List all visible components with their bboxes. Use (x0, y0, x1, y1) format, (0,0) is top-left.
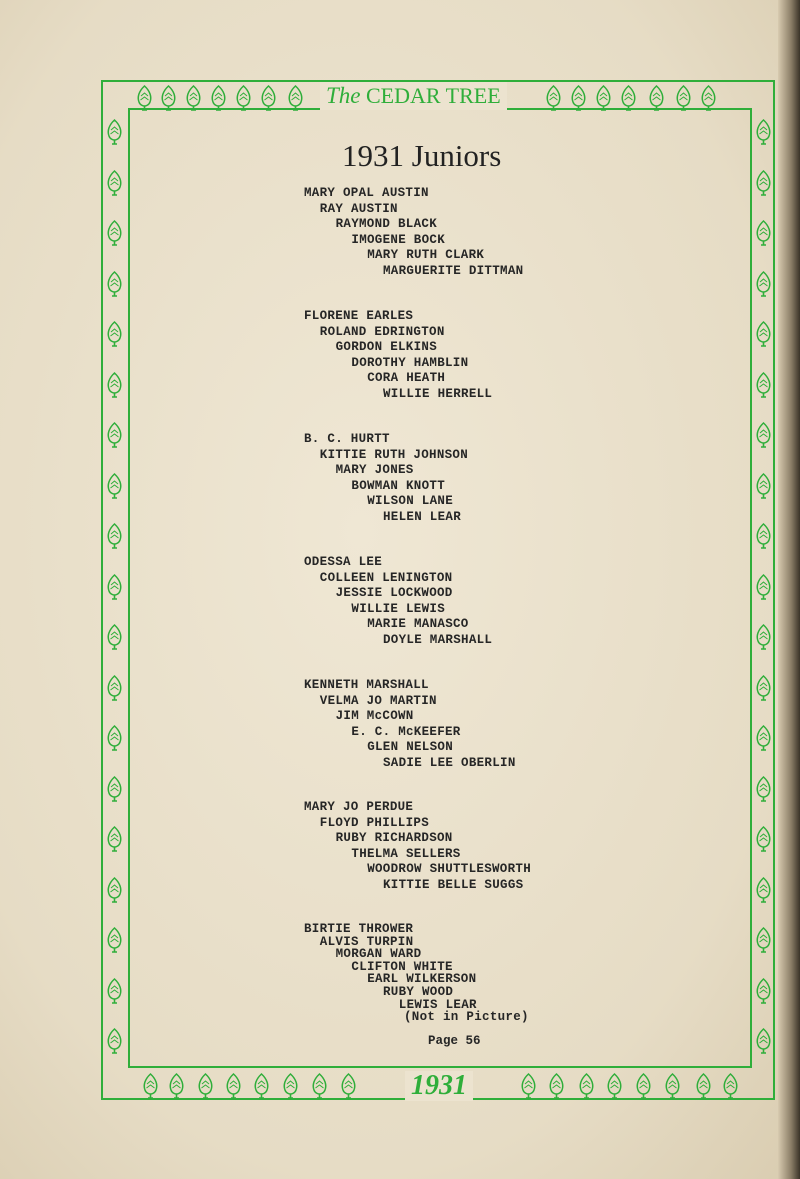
junior-name: RAYMOND BLACK (335, 217, 438, 231)
page-number: Page 56 (428, 1034, 481, 1048)
cedar-tree-icon (570, 84, 587, 112)
cedar-tree-icon (755, 118, 772, 146)
cedar-tree-icon (106, 674, 123, 702)
junior-name: JIM McCOWN (335, 709, 414, 723)
cedar-tree-icon (106, 472, 123, 500)
junior-name: JESSIE LOCKWOOD (335, 586, 453, 600)
cedar-tree-icon (106, 219, 123, 247)
junior-name: KITTIE BELLE SUGGS (383, 877, 524, 892)
book-binding-edge (778, 0, 800, 1179)
cedar-tree-icon (755, 472, 772, 500)
cedar-tree-icon (106, 421, 123, 449)
junior-name: CORA HEATH (367, 371, 446, 385)
junior-name: KENNETH MARSHALL (304, 678, 429, 692)
cedar-tree-icon (722, 1072, 739, 1100)
cedar-tree-icon (675, 84, 692, 112)
cedar-tree-icon (136, 84, 153, 112)
cedar-tree-icon (755, 674, 772, 702)
cedar-tree-icon (287, 84, 304, 112)
cedar-tree-icon (648, 84, 665, 112)
cedar-tree-icon (106, 825, 123, 853)
cedar-tree-icon (755, 421, 772, 449)
junior-name: DOROTHY HAMBLIN (351, 355, 469, 370)
cedar-tree-icon (282, 1072, 299, 1100)
cedar-tree-icon (106, 977, 123, 1005)
cedar-tree-icon (106, 118, 123, 146)
cedar-tree-icon (620, 84, 637, 112)
junior-name: MARY OPAL AUSTIN (304, 186, 429, 200)
cedar-tree-icon (595, 84, 612, 112)
page-title: 1931 Juniors (342, 138, 502, 173)
junior-name: MARY RUTH CLARK (367, 248, 485, 262)
cedar-tree-icon (185, 84, 202, 112)
cedar-tree-icon (210, 84, 227, 112)
header-title-prefix: The (326, 83, 361, 108)
junior-name: ODESSA LEE (304, 555, 383, 569)
junior-name: DOYLE MARSHALL (383, 632, 493, 647)
junior-name: BOWMAN KNOTT (351, 478, 446, 493)
cedar-tree-icon (235, 84, 252, 112)
cedar-tree-icon (548, 1072, 565, 1100)
cedar-tree-icon (106, 522, 123, 550)
junior-name: RAY AUSTIN (319, 201, 398, 216)
junior-name: MARY JO PERDUE (304, 800, 414, 814)
cedar-tree-icon (545, 84, 562, 112)
junior-name: SADIE LEE OBERLIN (383, 755, 516, 770)
cedar-tree-icon (755, 169, 772, 197)
cedar-tree-icon (755, 825, 772, 853)
cedar-tree-icon (578, 1072, 595, 1100)
junior-name: FLORENE EARLES (304, 309, 414, 323)
junior-name: RUBY WOOD (383, 985, 454, 999)
junior-name: COLLEEN LENINGTON (319, 570, 453, 585)
cedar-tree-icon (106, 320, 123, 348)
cedar-tree-icon (311, 1072, 328, 1100)
cedar-tree-icon (755, 320, 772, 348)
junior-name: MARY JONES (335, 463, 414, 477)
header-title-main: CEDAR TREE (366, 83, 501, 108)
junior-name: ALVIS TURPIN (319, 934, 414, 949)
cedar-tree-icon (755, 371, 772, 399)
cedar-tree-icon (755, 1027, 772, 1055)
junior-name: GLEN NELSON (367, 740, 454, 754)
cedar-tree-icon (106, 371, 123, 399)
junior-name: EARL WILKERSON (367, 972, 477, 987)
cedar-tree-icon (664, 1072, 681, 1100)
junior-name: HELEN LEAR (383, 509, 462, 524)
not-in-picture-note: (Not in Picture) (404, 1010, 529, 1025)
junior-name: RUBY RICHARDSON (335, 831, 453, 845)
cedar-tree-icon (340, 1072, 357, 1100)
junior-name: WILLIE LEWIS (351, 601, 446, 616)
cedar-tree-icon (260, 84, 277, 112)
cedar-tree-icon (755, 926, 772, 954)
cedar-tree-icon (755, 522, 772, 550)
junior-name: MARIE MANASCO (367, 617, 469, 631)
cedar-tree-icon (106, 270, 123, 298)
junior-name: VELMA JO MARTIN (319, 693, 437, 708)
junior-name: CLIFTON WHITE (351, 959, 453, 974)
cedar-tree-icon (755, 775, 772, 803)
junior-name: WILLIE HERRELL (383, 386, 493, 401)
junior-name: IMOGENE BOCK (351, 232, 446, 247)
cedar-tree-icon (520, 1072, 537, 1100)
cedar-tree-icon (106, 775, 123, 803)
cedar-tree-icon (755, 573, 772, 601)
header-title (320, 82, 507, 110)
cedar-tree-icon (755, 977, 772, 1005)
junior-name: WILSON LANE (367, 494, 454, 508)
cedar-tree-icon (695, 1072, 712, 1100)
junior-name: GORDON ELKINS (335, 340, 438, 354)
cedar-tree-icon (142, 1072, 159, 1100)
cedar-tree-icon (755, 623, 772, 651)
cedar-tree-icon (106, 623, 123, 651)
junior-name: KITTIE RUTH JOHNSON (319, 447, 469, 462)
junior-name: THELMA SELLERS (351, 846, 461, 861)
cedar-tree-icon (197, 1072, 214, 1100)
cedar-tree-icon (106, 1027, 123, 1055)
cedar-tree-icon (755, 219, 772, 247)
cedar-tree-icon (755, 876, 772, 904)
cedar-tree-icon (755, 270, 772, 298)
junior-name: MARGUERITE DITTMAN (383, 263, 524, 278)
junior-name: BIRTIE THROWER (304, 922, 414, 936)
junior-name: E. C. McKEEFER (351, 724, 461, 739)
cedar-tree-icon (755, 724, 772, 752)
cedar-tree-icon (168, 1072, 185, 1100)
cedar-tree-icon (106, 876, 123, 904)
footer-year: 1931 (405, 1071, 473, 1101)
cedar-tree-icon (253, 1072, 270, 1100)
junior-name: LEWIS LEAR (398, 997, 477, 1012)
cedar-tree-icon (606, 1072, 623, 1100)
junior-name: WOODROW SHUTTLESWORTH (367, 862, 532, 876)
cedar-tree-icon (225, 1072, 242, 1100)
cedar-tree-icon (160, 84, 177, 112)
cedar-tree-icon (106, 169, 123, 197)
junior-name: MORGAN WARD (335, 947, 422, 962)
cedar-tree-icon (700, 84, 717, 112)
junior-name: B. C. HURTT (304, 432, 390, 446)
cedar-tree-icon (106, 724, 123, 752)
cedar-tree-icon (106, 573, 123, 601)
cedar-tree-icon (106, 926, 123, 954)
junior-name: FLOYD PHILLIPS (319, 815, 430, 830)
cedar-tree-icon (635, 1072, 652, 1100)
junior-name: ROLAND EDRINGTON (319, 324, 445, 339)
